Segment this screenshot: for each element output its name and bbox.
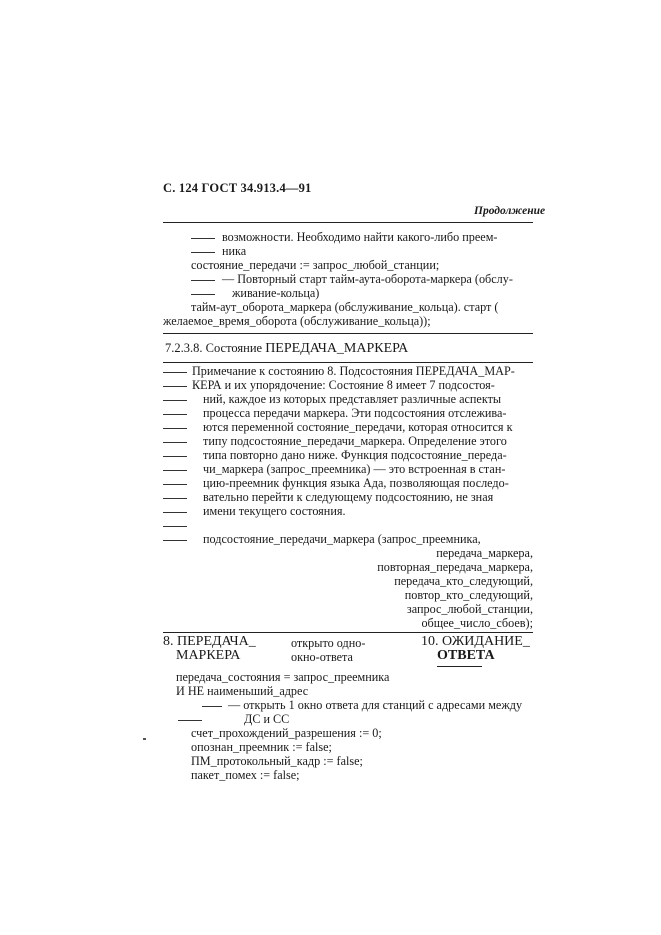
section-rule-bottom: [163, 362, 533, 363]
note-line: чи_маркера (запрос_преемника) — это встроенная в стан-: [203, 462, 506, 476]
code-line: передача_состояния = запрос_преемника: [176, 670, 390, 684]
note-line: имени текущего состояния.: [203, 504, 346, 518]
section-rule-top: [163, 333, 533, 334]
continuation-label: Продолжение: [474, 205, 546, 217]
code-line: счет_прохождений_разрешения := 0;: [191, 726, 382, 740]
dash-mark: [163, 400, 187, 401]
dash-mark: [163, 540, 187, 541]
text-line: ника: [222, 244, 247, 258]
from-state-label: 8. ПЕРЕДАЧА_: [163, 634, 256, 649]
type-value: повтор_кто_следующий,: [404, 588, 533, 602]
type-value: общее_число_сбоев);: [421, 616, 533, 630]
dash-mark: [191, 238, 215, 239]
section-heading: [165, 341, 408, 357]
note-line: Примечание к состоянию 8. Подсостояния ПЕРЕДАЧА_МАР-: [192, 364, 515, 378]
code-line: ДС и СС: [244, 712, 290, 726]
to-state-underline: [437, 666, 482, 667]
type-value: передача_кто_следующий,: [394, 574, 533, 588]
section-title-prefix: Состояние: [205, 341, 263, 355]
text-line: возможности. Необходимо найти какого-либо преем-: [222, 230, 498, 244]
text-line: желаемое_время_оборота (обслуживание_кольца));: [163, 314, 431, 328]
to-state-label-2: ОТВЕТА: [437, 648, 495, 663]
page-header: С. 124 ГОСТ 34.913.4—91: [163, 181, 312, 195]
note-line: процесса передачи маркера. Эти подсостояния отслежива-: [203, 406, 507, 420]
dash-mark: [163, 442, 187, 443]
section-number: 7.2.3.8.: [165, 341, 203, 355]
note-line: ний, каждое из которых представляет различные аспекты: [203, 392, 502, 406]
dash-mark: [163, 372, 187, 373]
note-line: типу подсостояние_передачи_маркера. Определение этого: [203, 434, 507, 448]
note-line: цию-преемник функция языка Ада, позволяющая последо-: [203, 476, 509, 490]
text-line: тайм-аут_оборота_маркера (обслуживание_кольца). старт (: [191, 300, 499, 314]
text-line: — Повторный старт тайм-аута-оборота-маркера (обслу-: [222, 272, 513, 286]
transition-action-2: окно-ответа: [291, 650, 353, 664]
dash-mark: [163, 498, 187, 499]
transition-rule: [163, 632, 533, 633]
note-line: ются переменной состояние_передачи, которая относится к: [203, 420, 513, 434]
scan-speck: [143, 738, 146, 740]
note-line: типа повторно дано ниже. Функция подсостояние_переда-: [203, 448, 507, 462]
type-value: запрос_любой_станции,: [406, 602, 533, 616]
code-line: И НЕ наименьший_адрес: [176, 684, 309, 698]
dash-mark: [163, 428, 187, 429]
dash-mark: [191, 294, 215, 295]
section-title-name: ПЕРЕДАЧА_МАРКЕРА: [265, 341, 409, 356]
dash-mark: [163, 456, 187, 457]
note-line: вательно перейти к следующему подсостоянию, не зная: [203, 490, 494, 504]
type-declaration: подсостояние_передачи_маркера (запрос_преемника,: [203, 532, 481, 546]
dash-mark: [163, 512, 187, 513]
dash-mark: [163, 470, 187, 471]
to-state-label: 10. ОЖИДАНИЕ_: [421, 634, 530, 649]
dash-mark: [163, 386, 187, 387]
dash-mark: [163, 484, 187, 485]
code-line: опознан_преемник := false;: [191, 740, 332, 754]
top-rule: [163, 222, 533, 223]
code-line: пакет_помех := false;: [191, 768, 300, 782]
from-state-label-2: МАРКЕРА: [176, 648, 241, 663]
code-line: — открыть 1 окно ответа для станций с адресами между: [228, 698, 523, 712]
note-line: КЕРА и их упорядочение: Состояние 8 имеет 7 подсостоя-: [192, 378, 495, 392]
dash-mark: [163, 526, 187, 527]
type-value: повторная_передача_маркера,: [377, 560, 533, 574]
dash-mark: [191, 252, 215, 253]
text-line: состояние_передачи := запрос_любой_станции;: [191, 258, 440, 272]
dash-mark: [163, 414, 187, 415]
type-value: передача_маркера,: [436, 546, 533, 560]
dash-mark: [202, 706, 222, 707]
dash-mark: [178, 720, 202, 721]
code-line: ПМ_протокольный_кадр := false;: [191, 754, 363, 768]
transition-action: открыто одно-: [291, 636, 366, 650]
dash-mark: [191, 280, 215, 281]
text-line: живание-кольца): [232, 286, 320, 300]
